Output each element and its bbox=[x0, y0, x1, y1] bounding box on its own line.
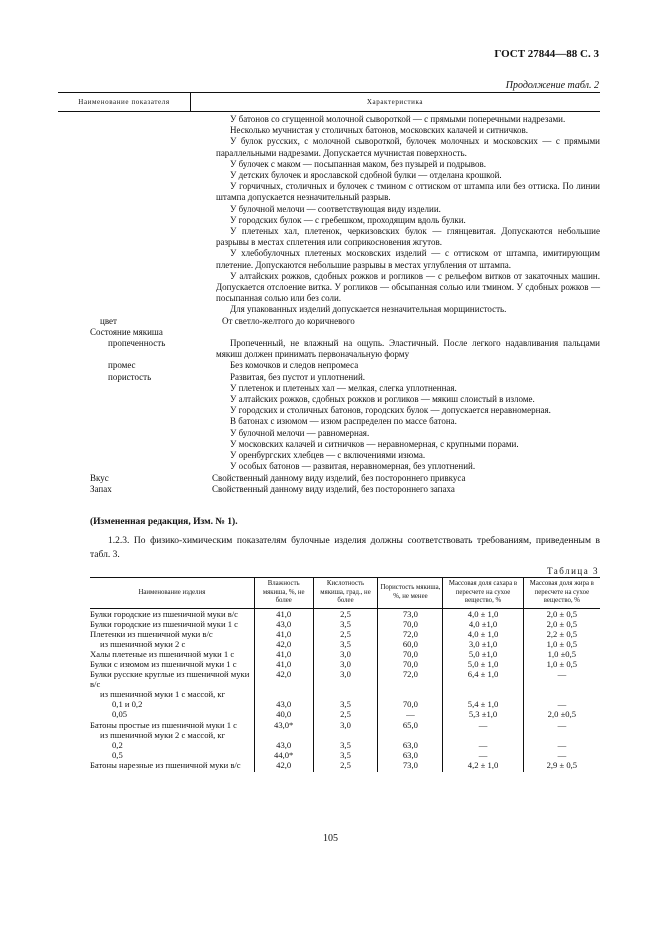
table3-value-cell: 1,0 ±0,5 bbox=[523, 649, 600, 659]
table2-characteristic: У булочек с маком — посыпанная маком, без пузырей и подрывов. bbox=[230, 158, 486, 169]
page-number: 105 bbox=[323, 833, 338, 844]
table2-characteristic: От светло-желтого до коричневого bbox=[222, 315, 355, 326]
table2-indicator bbox=[90, 215, 216, 226]
table2-characteristic: Развитая, без пустот и уплотнений. bbox=[230, 371, 366, 382]
table2-col2-header: Характеристика bbox=[366, 98, 424, 106]
table3-value-cell: 3,0 bbox=[313, 669, 378, 689]
table2-row bbox=[90, 416, 600, 427]
table2-indicator bbox=[90, 248, 216, 270]
table2-row bbox=[90, 204, 600, 215]
table3-value-cell: 1,0 ± 0,5 bbox=[523, 659, 600, 669]
table3-value-cell bbox=[443, 689, 523, 699]
table3-value-cell: 73,0 bbox=[378, 608, 443, 619]
table3-row bbox=[90, 740, 600, 750]
table2-row bbox=[90, 428, 600, 439]
table3-value-cell: 63,0 bbox=[378, 740, 443, 750]
table3-value-cell: 2,9 ± 0,5 bbox=[523, 760, 600, 772]
table2-row bbox=[90, 372, 600, 383]
table2-row bbox=[90, 394, 600, 405]
table3-product-cell: из пшеничной муки 1 с массой, кг bbox=[100, 689, 226, 700]
table3-header-row bbox=[90, 578, 600, 609]
table2-characteristic: Несколько мучнистая у столичных батонов, московских калачей и ситничков. bbox=[230, 125, 529, 136]
table2-characteristic: У плетеных хал, плетенок, черкизовских булок — глянцевитая. Допускаются небольшие разрывы в местах сплетения или соприкосновения жгутов. bbox=[216, 226, 600, 248]
table2-indicator bbox=[90, 428, 216, 439]
table3-value-cell bbox=[313, 689, 378, 699]
table2-indicator bbox=[90, 461, 216, 472]
table2-indicator bbox=[90, 271, 216, 305]
table3-value-cell: 2,2 ± 0,5 bbox=[523, 629, 600, 639]
table3-header-fat: Массовая доля жира в пересчете на сухое вещество, % bbox=[523, 578, 600, 609]
table2-characteristic: У булок русских, с молочной сывороткой, булочек молочных и московских — с прямыми параллельными надрезами. Допускается мучнистая поверхность. bbox=[216, 136, 600, 158]
table2-characteristic: У хлебобулочных плетеных московских изделий — с оттиском от штампа, имитирующим плетение. Допускаются небольшие разрывы в местах углубления от штампа. bbox=[216, 248, 600, 270]
table2-characteristic: Без комочков и следов непромеса bbox=[230, 360, 359, 371]
table3-product-cell: Батоны нарезные из пшеничной муки в/с bbox=[90, 759, 241, 770]
table3-value-cell bbox=[378, 689, 443, 699]
table2-characteristic bbox=[198, 327, 600, 338]
table2-indicator bbox=[90, 125, 216, 136]
table2-indicator bbox=[90, 114, 216, 125]
table2-header-rule bbox=[58, 111, 600, 112]
table3-product-cell: Халы плетеные из пшеничной муки 1 с bbox=[90, 648, 235, 659]
table3-row bbox=[90, 619, 600, 629]
table3-value-cell: 5,3 ±1,0 bbox=[443, 709, 523, 719]
table3-value-cell: 4,0 ± 1,0 bbox=[443, 629, 523, 639]
table2-indicator: Вкус bbox=[90, 472, 109, 483]
table3-value-cell: 2,0 ±0,5 bbox=[523, 709, 600, 719]
table3-product-cell: 0,05 bbox=[112, 709, 128, 720]
clause-1-2-3: 1.2.3. По физико-химическим показателям булочные изделия должны соответствовать требованиям, приведенным в табл. 3. bbox=[90, 536, 600, 560]
table3-value-cell: 3,0 bbox=[313, 649, 378, 659]
table3-product-cell: Булки городские из пшеничной муки 1 с bbox=[90, 618, 238, 629]
table2-characteristic: У булочной мелочи — соответствующая виду изделии. bbox=[230, 203, 441, 214]
table3-value-cell: 42,0 bbox=[254, 639, 313, 649]
table-continuation-label: Продолжение табл. 2 bbox=[505, 80, 599, 91]
table3-value-cell: 3,0 ±1,0 bbox=[443, 639, 523, 649]
table3-header-porosity: Пористость мякиша, %, не менее bbox=[378, 578, 443, 609]
table3-value-cell: — bbox=[523, 750, 600, 760]
table3-value-cell: 5,4 ± 1,0 bbox=[443, 699, 523, 709]
table3-value-cell: 41,0 bbox=[254, 629, 313, 639]
table2-indicator bbox=[90, 170, 216, 181]
table2-row bbox=[90, 248, 600, 270]
table3-value-cell: — bbox=[443, 720, 523, 730]
table3-value-cell: — bbox=[378, 709, 443, 719]
table3-product-cell: из пшеничной муки 2 с массой, кг bbox=[100, 729, 226, 740]
table3-value-cell: 41,0 bbox=[254, 608, 313, 619]
table2-row bbox=[90, 226, 600, 248]
table3-row bbox=[90, 689, 600, 699]
table2-characteristic: У московских калачей и ситничков — неравномерная, с крупными порами. bbox=[230, 438, 519, 449]
table3-row bbox=[90, 669, 600, 689]
table2-indicator bbox=[90, 416, 216, 427]
table3-row bbox=[90, 629, 600, 639]
table2-characteristic: У булочной мелочи — равномерная. bbox=[230, 427, 370, 438]
table3-value-cell: 43,0 bbox=[254, 619, 313, 629]
table3-value-cell: 42,0 bbox=[254, 669, 313, 689]
table2-row bbox=[90, 383, 600, 394]
table3-value-cell: 73,0 bbox=[378, 760, 443, 772]
table3-value-cell: 72,0 bbox=[378, 669, 443, 689]
table3-product-cell: 0,1 и 0,2 bbox=[112, 699, 143, 710]
table3-product-cell: 0,5 bbox=[112, 749, 123, 760]
table3-row bbox=[90, 720, 600, 730]
table3-value-cell: 3,5 bbox=[313, 750, 378, 760]
table3-value-cell: 40,0 bbox=[254, 709, 313, 719]
table3-product-cell: Булки с изюмом из пшеничной муки 1 с bbox=[90, 658, 237, 669]
table3-body bbox=[90, 608, 600, 772]
table2-row bbox=[90, 125, 600, 136]
table2-indicator: пористость bbox=[108, 371, 152, 382]
table3-row bbox=[90, 709, 600, 719]
table2-indicator bbox=[90, 159, 216, 170]
table2-row bbox=[90, 114, 600, 125]
table2-row bbox=[90, 439, 600, 450]
table3-row bbox=[90, 699, 600, 709]
table2-indicator bbox=[90, 450, 216, 461]
table2-characteristic: У особых батонов — развитая, неравномерная, без уплотнений. bbox=[230, 461, 476, 472]
table3-value-cell: 2,0 ± 0,5 bbox=[523, 608, 600, 619]
table3-value-cell: 3,5 bbox=[313, 639, 378, 649]
table3-product-cell: Плетенки из пшеничной муки в/с bbox=[90, 628, 213, 639]
table3-value-cell: 41,0 bbox=[254, 649, 313, 659]
table2-row bbox=[90, 360, 600, 371]
table3-row bbox=[90, 659, 600, 669]
table2-row bbox=[90, 271, 600, 305]
table3-value-cell: 43,0 bbox=[254, 699, 313, 709]
table3-value-cell: — bbox=[523, 740, 600, 750]
table2-characteristic: У алтайских рожков, сдобных рожков и рогликов — мякиш слоистый в изломе. bbox=[230, 394, 535, 405]
table3-value-cell: 43,0* bbox=[254, 720, 313, 730]
table3-product-cell: из пшеничной муки 2 с bbox=[100, 638, 186, 649]
table3-value-cell: 4,0 ±1,0 bbox=[443, 619, 523, 629]
table2-row bbox=[90, 304, 600, 315]
table3-product-cell: Булки городские из пшеничной муки в/с bbox=[90, 608, 238, 619]
table3-value-cell: 60,0 bbox=[378, 639, 443, 649]
table3-value-cell: 6,4 ± 1,0 bbox=[443, 669, 523, 689]
table2-row bbox=[90, 473, 600, 484]
table2-characteristic: В батонах с изюмом — изюм распределен по массе батона. bbox=[230, 416, 457, 427]
table3-value-cell: 72,0 bbox=[378, 629, 443, 639]
table2-characteristic: Для упакованных изделий допускается незначительная морщинистость. bbox=[230, 304, 507, 315]
table2-characteristic: У детских булочек и ярославской сдобной булки — отделана крошкой. bbox=[230, 170, 502, 181]
table3-value-cell: 70,0 bbox=[378, 659, 443, 669]
table2-row bbox=[90, 405, 600, 416]
table3-caption: Таблица 3 bbox=[547, 566, 599, 576]
table2-indicator: Состояние мякиша bbox=[90, 326, 163, 337]
table2-row bbox=[90, 327, 600, 338]
table2-body bbox=[90, 114, 600, 495]
table2-indicator bbox=[90, 304, 216, 315]
table2-indicator bbox=[90, 181, 216, 203]
table3-value-cell: — bbox=[443, 740, 523, 750]
table2-characteristic: У городских булок — с гребешком, проходящим вдоль булки. bbox=[230, 214, 466, 225]
table3-value-cell: 42,0 bbox=[254, 760, 313, 772]
table3-value-cell: 2,0 ± 0,5 bbox=[523, 619, 600, 629]
table2-row bbox=[90, 450, 600, 461]
table2-indicator: промес bbox=[108, 360, 136, 371]
table3-row bbox=[90, 760, 600, 772]
table3-value-cell bbox=[443, 730, 523, 740]
table3-row bbox=[90, 750, 600, 760]
table3-row bbox=[90, 608, 600, 619]
table3-product-cell: Булки русские круглые из пшеничной муки в/с bbox=[90, 669, 250, 690]
table3-header-sugar: Массовая доля сахара в пересчете на сухое вещество, % bbox=[443, 578, 523, 609]
document-header: ГОСТ 27844—88 С. 3 bbox=[494, 48, 599, 60]
table3-value-cell: — bbox=[443, 750, 523, 760]
table3-value-cell: — bbox=[523, 720, 600, 730]
table2-row bbox=[90, 338, 600, 360]
table2-row bbox=[90, 136, 600, 158]
table2-col1-header: Наименование показателя bbox=[78, 98, 170, 106]
table3-value-cell: 3,5 bbox=[313, 619, 378, 629]
table2-indicator: пропеченность bbox=[108, 338, 166, 349]
table2-characteristic: У городских и столичных батонов, городских булок — допускается неравномерная. bbox=[230, 405, 551, 416]
table3-row bbox=[90, 649, 600, 659]
table2-indicator bbox=[90, 405, 216, 416]
table3-value-cell: 70,0 bbox=[378, 649, 443, 659]
table3-value-cell: 1,0 ± 0,5 bbox=[523, 639, 600, 649]
table2-row bbox=[90, 461, 600, 472]
table3-value-cell: 2,5 bbox=[313, 709, 378, 719]
table3-value-cell: — bbox=[523, 669, 600, 689]
table3 bbox=[90, 577, 600, 772]
table2-row bbox=[90, 170, 600, 181]
table3-value-cell: 43,0 bbox=[254, 740, 313, 750]
table3-value-cell: 63,0 bbox=[378, 750, 443, 760]
table3-value-cell: 41,0 bbox=[254, 659, 313, 669]
table3-header-moisture: Влажность мякиша, %, не более bbox=[254, 578, 313, 609]
table2-indicator bbox=[90, 136, 216, 158]
table3-row bbox=[90, 730, 600, 740]
table3-value-cell: 3,0 bbox=[313, 720, 378, 730]
table2-row bbox=[90, 316, 600, 327]
table2-characteristic: У батонов со сгущенной молочной сывороткой — с прямыми поперечными надрезами. bbox=[230, 114, 566, 124]
change-note: (Измененная редакция, Изм. № 1). bbox=[90, 517, 238, 527]
table2-characteristic: Свойственный данному виду изделий, без постороннего привкуса bbox=[212, 472, 466, 483]
table3-product-cell: Батоны простые из пшеничной муки 1 с bbox=[90, 719, 237, 730]
table2-row bbox=[90, 484, 600, 495]
table3-value-cell bbox=[523, 689, 600, 699]
table3-value-cell: 2,5 bbox=[313, 608, 378, 619]
table3-row bbox=[90, 639, 600, 649]
table3-value-cell: 65,0 bbox=[378, 720, 443, 730]
table3-value-cell: 2,5 bbox=[313, 760, 378, 772]
table3-value-cell: 4,2 ± 1,0 bbox=[443, 760, 523, 772]
table3-product-cell: 0,2 bbox=[112, 739, 123, 750]
table2-indicator bbox=[90, 204, 216, 215]
table2-characteristic: Свойственный данному виду изделий, без постороннего запаха bbox=[212, 483, 455, 494]
table2-characteristic: Пропеченный, не влажный на ощупь. Эластичный. После легкого надавливания пальцами мякиш должен принимать первоначальную форму bbox=[216, 338, 600, 360]
table2-indicator bbox=[90, 394, 216, 405]
table2-characteristic: У горчичных, столичных и булочек с тмином с оттиском от штампа или без оттиска. По линии штампа допускается незначительный разрыв. bbox=[216, 181, 600, 203]
table3-value-cell: 5,0 ±1,0 bbox=[443, 649, 523, 659]
table3-header-acidity: Кислотность мякиша, град., не более bbox=[313, 578, 378, 609]
table2-indicator bbox=[90, 439, 216, 450]
table3-value-cell: 3,0 bbox=[313, 659, 378, 669]
table2-row bbox=[90, 215, 600, 226]
table2-row bbox=[90, 159, 600, 170]
table2-indicator bbox=[90, 383, 216, 394]
table3-value-cell bbox=[254, 730, 313, 740]
table2-characteristic: У алтайских рожков, сдобных рожков и рогликов — с рельефом витков от закаточных машин. Допускается отслоение витка. У рогликов — обсыпанная солью или тмином. У сдобных рожков — посыпанная солью или без соли. bbox=[216, 270, 600, 304]
table3-value-cell: 3,5 bbox=[313, 699, 378, 709]
table3-value-cell bbox=[313, 730, 378, 740]
table2-row bbox=[90, 181, 600, 203]
table3-value-cell: 4,0 ± 1,0 bbox=[443, 608, 523, 619]
table2-characteristic: У плетенок и плетеных хал — мелкая, слегка уплотненная. bbox=[230, 382, 457, 393]
table2-top-rule bbox=[58, 92, 600, 93]
table3-value-cell: 2,5 bbox=[313, 629, 378, 639]
table3-value-cell: 70,0 bbox=[378, 619, 443, 629]
table2-indicator: Запах bbox=[90, 483, 112, 494]
table3-header-product: Наименование изделия bbox=[90, 578, 254, 609]
table3-value-cell: 5,0 ± 1,0 bbox=[443, 659, 523, 669]
table3-value-cell bbox=[378, 730, 443, 740]
table2-indicator bbox=[90, 226, 216, 248]
table3-value-cell bbox=[254, 689, 313, 699]
table3-value-cell: — bbox=[523, 699, 600, 709]
table2-indicator: цвет bbox=[100, 315, 117, 326]
table2-characteristic: У оренбургских хлебцев — с включениями изюма. bbox=[230, 450, 426, 461]
table3-value-cell: 70,0 bbox=[378, 699, 443, 709]
table3-value-cell: 44,0* bbox=[254, 750, 313, 760]
table3-value-cell bbox=[523, 730, 600, 740]
table3-value-cell: 3,5 bbox=[313, 740, 378, 750]
